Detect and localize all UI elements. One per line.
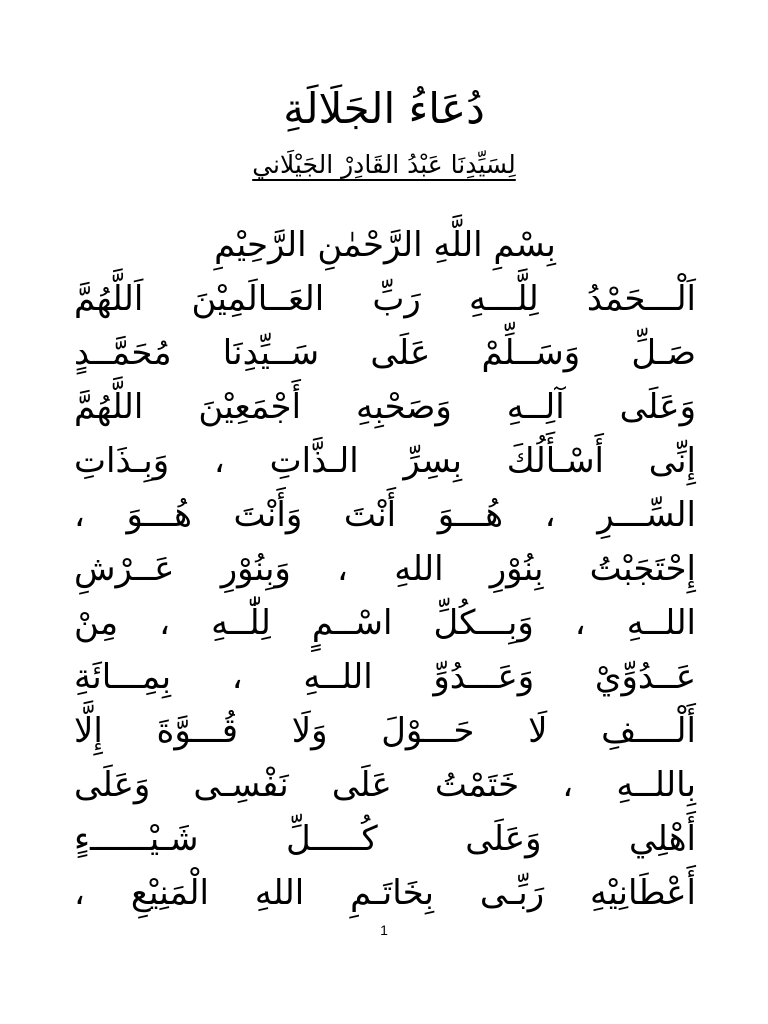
page-title: دُعَاءُ الجَلَالَةِ (283, 84, 485, 133)
text-line: أَهْلِي وَعَلَى كُـــــلِّ شَـيْــــــءٍ (74, 819, 696, 859)
text-line: اَلْـــحَمْدُ لِلَّـــهِ رَبِّ العَــالَمِيْنَ اَللَّهُمَّ (74, 279, 696, 319)
text-line: إِنِّى أَسْـأَلُكَ بِسِرِّ الـذَّاتِ ، وَبِـذَاتِ (74, 441, 696, 481)
text-line: بِاللــهِ ، خَتَمْتُ عَلَى نَفْسِـى وَعَلَى (74, 765, 696, 805)
subtitle-text: لِسَيِّدِنَا عَبْدُ القَادِرْ الجَيْلَاني (252, 150, 516, 179)
text-line: أَعْطَانِيْهِ رَبِّـى بِخَاتَـمِ اللهِ الْمَنِيْعِ ، (74, 873, 696, 913)
text-line: السِّـــرِ ، هُـــوَ أَنْتَ وَأَنْتَ هُـــوَ ، (74, 495, 696, 535)
text-line: صَـلِّ وَسَــلِّمْ عَلَى سَــيِّدِنَا مُحَمَّــدٍ (74, 333, 696, 373)
text-line: عَــدُوِّيْ وَعَـــدُوِّ اللــهِ ، بِمِـــائَةِ (74, 657, 696, 697)
prayer-text (74, 218, 696, 920)
text-line: أَلْــــفِ لَا حَـــوْلَ وَلَا قُـــوَّةَ إِلَّا (74, 711, 696, 751)
text-line: إِحْتَجَبْتُ بِنُوْرِ اللهِ ، وَبِنُوْرِ عَــرْشِ (74, 549, 696, 589)
page-subtitle (0, 142, 768, 188)
text-line: بِسْمِ اللَّهِ الرَّحْمٰنِ الرَّحِيْمِ (214, 225, 556, 265)
text-line: وَعَلَى آلِــهِ وَصَحْبِهِ أَجْمَعِيْنَ اللَّهُمَّ (74, 387, 696, 427)
page-number: 1 (380, 922, 388, 938)
text-line: اللــهِ ، وَبِـــكُلِّ اسْــمٍ لِلّٰــهِ ، مِنْ (74, 603, 696, 643)
